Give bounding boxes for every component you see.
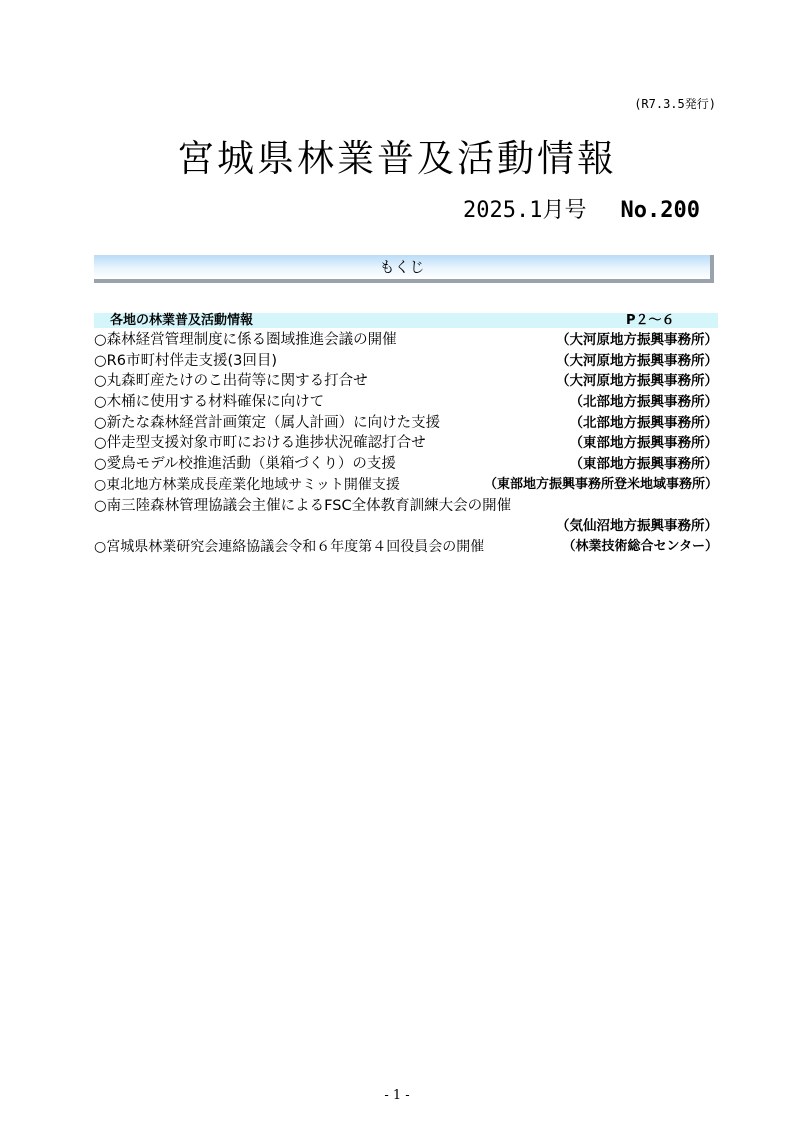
toc-item-title: ○森林経営管理制度に係る圏域推進会議の開催 [94, 332, 397, 348]
section-pages: P２～６ [626, 313, 675, 328]
page-number: - 1 - [384, 1088, 410, 1103]
section-label: 各地の林業普及活動情報 [110, 313, 254, 328]
toc-item[interactable] [94, 371, 718, 392]
toc-item[interactable] [94, 537, 718, 558]
toc-item[interactable] [94, 454, 718, 475]
toc-item-office: （東部地方振興事務所登米地域事務所） [483, 476, 718, 492]
toc-item-title: ○木桶に使用する材料確保に向けて [94, 394, 325, 411]
toc-item[interactable] [94, 351, 718, 372]
toc-item-title: ○愛鳥モデル校推進活動（巣箱づくり）の支援 [94, 456, 396, 473]
toc-item-office: （東部地方振興事務所） [569, 435, 718, 452]
toc-item-title: ○伴走型支援対象市町における進捗状況確認打合せ [94, 435, 426, 452]
toc-item-title: ○丸森町産たけのこ出荷等に関する打合せ [94, 373, 368, 390]
toc-item-title: ○東北地方林業成長産業化地域サミット開催支援 [94, 476, 400, 493]
toc-item-title: ○宮城県林業研究会連絡協議会令和６年度第４回役員会の開催 [94, 538, 485, 555]
toc-item[interactable] [94, 496, 718, 537]
toc-list [94, 330, 718, 558]
toc-item-office: （林業技術総合センター） [562, 538, 718, 554]
toc-item[interactable] [94, 475, 718, 496]
toc-item-office: （大河原地方振興事務所） [556, 352, 718, 369]
page-title: 宮城県林業普及活動情報 [177, 137, 617, 180]
section-band [94, 313, 718, 328]
issue-number: No.200 [620, 198, 700, 223]
toc-item[interactable] [94, 433, 718, 454]
toc-heading: もくじ [379, 258, 425, 276]
issue-month: 2025.1月号 [463, 198, 587, 223]
issue-line [463, 193, 700, 224]
toc-item-title: ○R6市町村伴走支援(3回目) [94, 352, 277, 369]
toc-item-office: （北部地方振興事務所） [569, 394, 718, 411]
toc-item-office: （北部地方振興事務所） [569, 414, 718, 431]
toc-heading-bar [94, 255, 714, 283]
toc-item-office: （大河原地方振興事務所） [556, 332, 718, 348]
issue-date: (R7.3.5発行) [634, 97, 716, 111]
toc-item-office: （東部地方振興事務所） [569, 456, 718, 473]
toc-item[interactable] [94, 392, 718, 413]
toc-item-office: （大河原地方振興事務所） [556, 373, 718, 390]
toc-item-title: ○新たな森林経営計画策定（属人計画）に向けた支援 [94, 414, 441, 431]
toc-item[interactable] [94, 413, 718, 434]
toc-item-office: （気仙沼地方振興事務所） [556, 518, 718, 535]
toc-item[interactable] [94, 330, 718, 351]
toc-item-title: ○南三陸森林管理協議会主催によるFSC全体教育訓練大会の開催 [94, 497, 512, 514]
